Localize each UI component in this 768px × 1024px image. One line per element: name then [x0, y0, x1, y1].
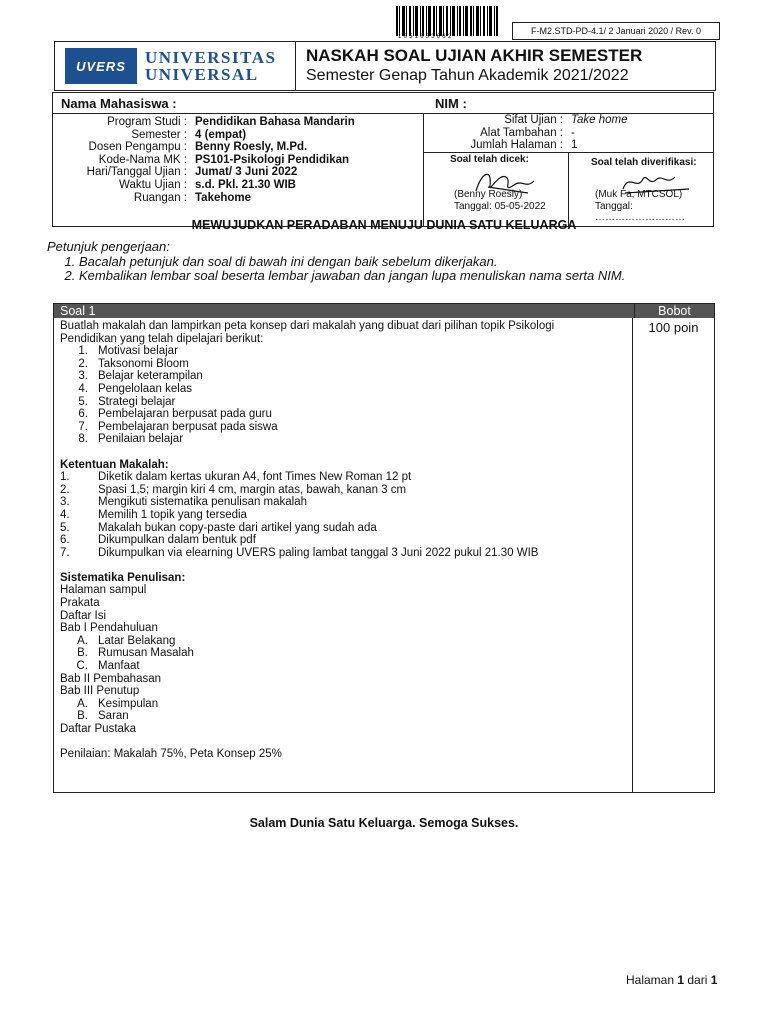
logo-line-2: UNIVERSAL [145, 65, 259, 84]
question-intro: Buatlah makalah dan lampirkan peta konsep dari makalah yang dibuat dari pilihan topik Psikologi [60, 320, 555, 332]
page-total: 1 [710, 973, 718, 987]
info-label: Program Studi : [107, 116, 187, 128]
info-value: s.d. Pkl. 21.30 WIB [195, 178, 296, 191]
page-middle: dari [684, 973, 711, 987]
rule-item: 7. Dikumpulkan via elearning UVERS paling lambat tanggal 3 Juni 2022 pukul 21.30 WIB [60, 546, 539, 559]
structure-item: Halaman sampul [60, 584, 147, 597]
info-row [53, 192, 423, 205]
rules-heading: Ketentuan Makalah: [60, 458, 169, 471]
exam-details [53, 114, 424, 226]
barcode-number: 1651653662 [398, 34, 454, 40]
info-value: Jumat/ 3 Juni 2022 [195, 166, 298, 179]
logo-line-1: UNIVERSITAS [145, 48, 277, 67]
instructions-heading: Petunjuk pengerjaan: [47, 239, 170, 254]
checked-date: Tanggal: 05-05-2022 [454, 201, 546, 212]
info-row [53, 179, 423, 192]
verifier-name: (Muk Fa, MTCSOL) [595, 189, 683, 200]
question-number: Soal 1 [54, 304, 635, 318]
weight-header: Bobot [658, 304, 691, 318]
document-subtitle: Semester Genap Tahun Akademik 2021/2022 [306, 67, 629, 84]
rule-item: 1. Diketik dalam kertas ukuran A4, font Times New Roman 12 pt [60, 471, 412, 484]
checker-name: (Benny Roesly) [454, 189, 523, 200]
meta-value: 1 [571, 139, 578, 152]
structure-item: Daftar Isi [60, 609, 107, 622]
closing-message: Salam Dunia Satu Keluarga. Semoga Sukses. [249, 816, 519, 830]
rule-item: 6. Dikumpulkan dalam bentuk pdf [60, 534, 256, 547]
rule-item: 2. Spasi 1,5; margin kiri 4 cm, margin atas, bawah, kanan 3 cm [60, 483, 407, 496]
info-label: Ruangan : [133, 191, 187, 204]
logo-wordmark [145, 49, 276, 83]
grading-note: Penilaian: Makalah 75%, Peta Konsep 25% [60, 748, 282, 761]
rule-item: 3. Mengikuti sistematika penulisan makalah [60, 496, 308, 509]
page-prefix: Halaman [626, 973, 678, 987]
rule-item: 4. Memilih 1 topik yang tersedia [60, 508, 247, 521]
info-value: Benny Roesly, M.Pd. [195, 141, 308, 154]
barcode [396, 6, 498, 36]
meta-label: Jumlah Halaman : [470, 139, 563, 152]
info-row [53, 154, 423, 167]
structure-item: Daftar Pustaka [60, 723, 137, 735]
meta-row [424, 127, 713, 140]
structure-chapter: Bab II Pembahasan [60, 672, 162, 685]
info-label: Hari/Tanggal Ujian : [86, 166, 187, 179]
info-row [53, 129, 423, 142]
document-header [54, 41, 716, 91]
question-intro: Pendidikan yang telah dipelajari berikut: [60, 332, 264, 345]
uvers-logo-mark: UVERS [65, 48, 137, 84]
topic-item: 1. Motivasi belajar [78, 345, 178, 358]
meta-row [424, 114, 713, 127]
page-number [626, 973, 717, 987]
question-table [53, 303, 715, 793]
info-value: Takehome [195, 191, 252, 204]
structure-item: Prakata [60, 597, 100, 610]
question-table-header [54, 304, 714, 318]
info-value: PS101-Psikologi Pendidikan [195, 153, 350, 166]
structure-subitem: B. Saran [77, 710, 129, 723]
student-name-label: Nama Mahasiswa : [61, 95, 177, 111]
instruction-item: 1. Bacalah petunjuk dan soal di bawah ini dengan baik sebelum dikerjakan. [79, 255, 625, 270]
topic-item: 4. Pengelolaan kelas [78, 382, 192, 395]
meta-label: Sifat Ujian : [504, 114, 563, 126]
question-text [54, 318, 633, 792]
info-label: Semester : [131, 128, 187, 141]
verified-cell [569, 153, 713, 226]
topic-item: 3. Belajar keterampilan [78, 370, 203, 383]
info-value: Pendidikan Bahasa Mandarin [195, 116, 355, 128]
instruction-item: 2. Kembalikan lembar soal beserta lembar jawaban dan jangan lupa menuliskan nama serta NIM. [79, 269, 625, 284]
info-row [53, 141, 423, 154]
structure-chapter: Bab I Pendahuluan [60, 622, 158, 635]
topic-item: 5. Strategi belajar [78, 395, 176, 408]
structure-subitem: B. Rumusan Masalah [77, 647, 194, 660]
verification-row [424, 152, 713, 226]
instructions [47, 240, 625, 284]
meta-value: Take home [571, 114, 628, 126]
meta-row [424, 139, 713, 152]
motto: MEWUJUDKAN PERADABAN MENUJU DUNIA SATU KELUARGA [191, 218, 577, 232]
checked-cell [424, 153, 569, 226]
university-logo [55, 42, 296, 90]
document-title: NASKAH SOAL UJIAN AKHIR SEMESTER [306, 46, 643, 65]
verified-date: Tanggal: ……………………… [595, 201, 685, 223]
checked-label: Soal telah dicek: [450, 154, 529, 165]
info-label: Dosen Pengampu : [88, 141, 187, 154]
structure-subitem: A. Latar Belakang [77, 634, 176, 647]
form-code: F-M2.STD-PD-4.1/ 2 Januari 2020 / Rev. 0 [512, 22, 720, 40]
structure-subitem: A. Kesimpulan [77, 697, 159, 710]
verified-label: Soal telah diverifikasi: [591, 157, 697, 168]
rule-item: 5. Makalah bukan copy-paste dari artikel yang sudah ada [60, 521, 377, 534]
exam-info-table [52, 92, 714, 227]
topic-item: 2. Taksonomi Bloom [78, 357, 189, 370]
page-current: 1 [677, 973, 685, 987]
meta-value: - [571, 126, 575, 139]
info-label: Waktu Ujian : [119, 178, 187, 191]
nim-label: NIM : [435, 95, 467, 111]
meta-label: Alat Tambahan : [480, 126, 563, 139]
structure-chapter: Bab III Penutup [60, 685, 140, 698]
topic-item: 8. Penilaian belajar [78, 433, 184, 446]
question-weight: 100 poin [648, 320, 699, 335]
topic-item: 7. Pembelajaran berpusat pada siswa [78, 420, 278, 433]
info-row [53, 166, 423, 179]
title-block [296, 42, 642, 90]
exam-meta [424, 114, 713, 226]
structure-subitem: C. Manfaat [76, 660, 140, 673]
info-row [53, 116, 423, 129]
structure-heading: Sistematika Penulisan: [60, 571, 186, 584]
student-row [53, 93, 713, 114]
topic-item: 6. Pembelajaran berpusat pada guru [78, 408, 272, 421]
info-label: Kode-Nama MK : [98, 153, 187, 166]
info-value: 4 (empat) [195, 128, 247, 141]
